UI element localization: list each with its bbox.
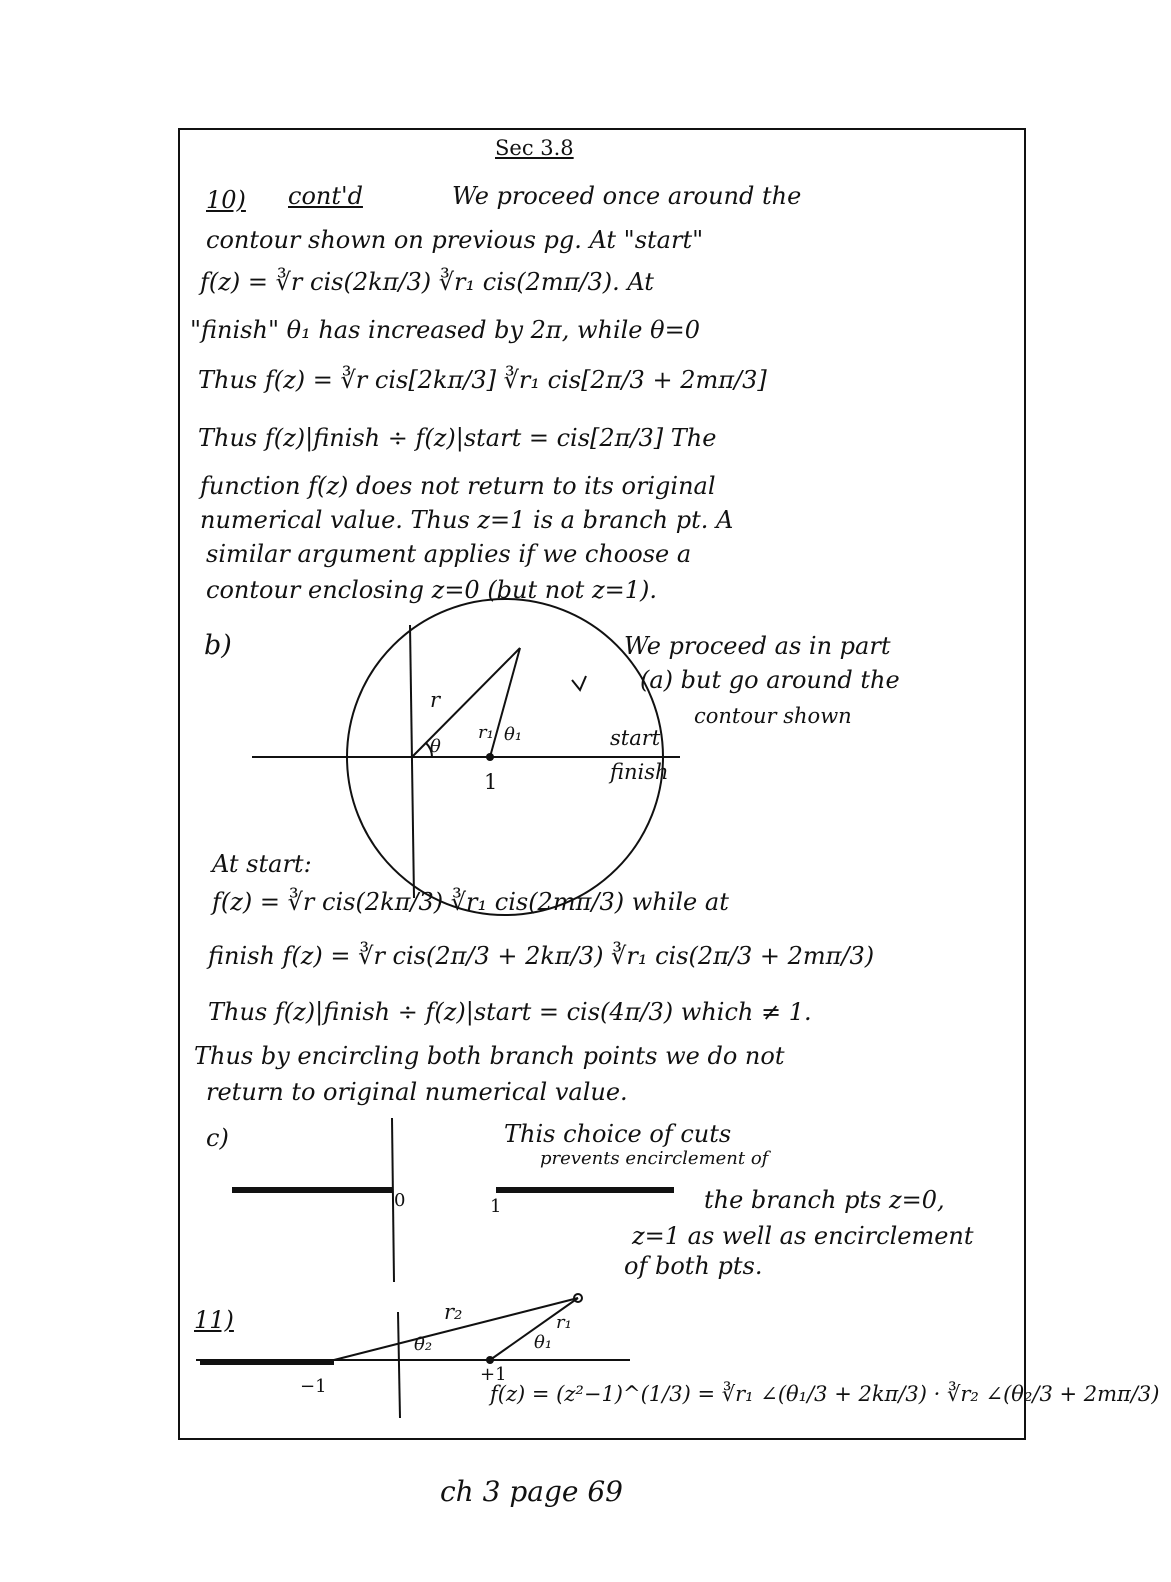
- b-note-line-2: (a) but go around the: [640, 666, 900, 694]
- b-label-one: 1: [484, 770, 498, 794]
- p11-label-r2: r₂: [444, 1300, 463, 1324]
- p11-point-plus-one: [486, 1356, 494, 1364]
- p10-line-3: f(z) = ∛r cis(2kπ/3) ∛r₁ cis(2mπ/3). At: [200, 268, 654, 296]
- b-line-6: return to original numerical value.: [206, 1078, 628, 1106]
- b-label-finish: finish: [610, 760, 669, 784]
- continued-label: cont'd: [288, 182, 363, 210]
- p11-label-theta2: θ₂: [414, 1334, 433, 1355]
- p10-line-1: We proceed once around the: [452, 182, 802, 210]
- c-note-line-3: the branch pts z=0,: [704, 1186, 945, 1214]
- b-label-r: r: [430, 688, 441, 712]
- b-note-line-3: contour shown: [694, 704, 852, 728]
- c-note-line-5: of both pts.: [624, 1252, 763, 1280]
- b-line-1: At start:: [212, 850, 312, 878]
- p11-label-r1: r₁: [556, 1312, 572, 1333]
- p11-formula: f(z) = (z²−1)^(1/3) = ∛r₁ ∠(θ₁/3 + 2kπ/3) · ∛r₂ ∠(θ₂/3 + 2mπ/3): [490, 1382, 1160, 1406]
- c-label-one: 1: [490, 1196, 502, 1217]
- b-line-3: finish f(z) = ∛r cis(2π/3 + 2kπ/3) ∛r₁ cis(2π/3 + 2mπ/3): [208, 942, 875, 970]
- b-label-r1: r₁: [478, 722, 494, 743]
- part-c-label: c): [206, 1124, 229, 1152]
- p10-line-5: Thus f(z) = ∛r cis[2kπ/3] ∛r₁ cis[2π/3 + 2mπ/3]: [198, 366, 767, 394]
- p10-line-4: "finish" θ₁ has increased by 2π, while θ=0: [190, 316, 700, 344]
- c-note-line-1: This choice of cuts: [504, 1120, 732, 1148]
- b-label-start: start: [610, 726, 661, 750]
- p11-label-theta1: θ₁: [534, 1332, 553, 1353]
- p10-line-10: contour enclosing z=0 (but not z=1).: [206, 576, 657, 604]
- problem-11-label: 11): [194, 1306, 234, 1334]
- b-label-theta: θ: [430, 736, 441, 757]
- part-b-label: b): [204, 630, 232, 661]
- p10-line-6: Thus f(z)|finish ÷ f(z)|start = cis[2π/3] The: [198, 424, 717, 452]
- b-line-5: Thus by encircling both branch points we do not: [194, 1042, 785, 1070]
- page-number: ch 3 page 69: [440, 1475, 623, 1508]
- section-heading: Sec 3.8: [495, 136, 574, 160]
- c-note-line-4: z=1 as well as encirclement: [632, 1222, 974, 1250]
- c-label-zero: 0: [394, 1190, 406, 1211]
- problem-10-label: 10): [206, 186, 246, 214]
- p11-label-plus-one: +1: [480, 1364, 507, 1385]
- p10-line-8: numerical value. Thus z=1 is a branch pt. A: [200, 506, 734, 534]
- p11-imag-axis: [398, 1312, 400, 1418]
- p11-label-minus-one: −1: [300, 1376, 327, 1397]
- b-label-theta1: θ₁: [504, 724, 523, 745]
- b-note-line-1: We proceed as in part: [624, 632, 891, 660]
- p10-line-9: similar argument applies if we choose a: [206, 540, 692, 568]
- b-line-2: f(z) = ∛r cis(2kπ/3) ∛r₁ cis(2mπ/3) while at: [212, 888, 729, 916]
- b-line-4: Thus f(z)|finish ÷ f(z)|start = cis(4π/3) which ≠ 1.: [208, 998, 812, 1026]
- p10-line-7: function f(z) does not return to its original: [200, 472, 716, 500]
- c-note-line-2: prevents encirclement of: [540, 1148, 769, 1169]
- p10-line-2: contour shown on previous pg. At "start": [206, 226, 704, 254]
